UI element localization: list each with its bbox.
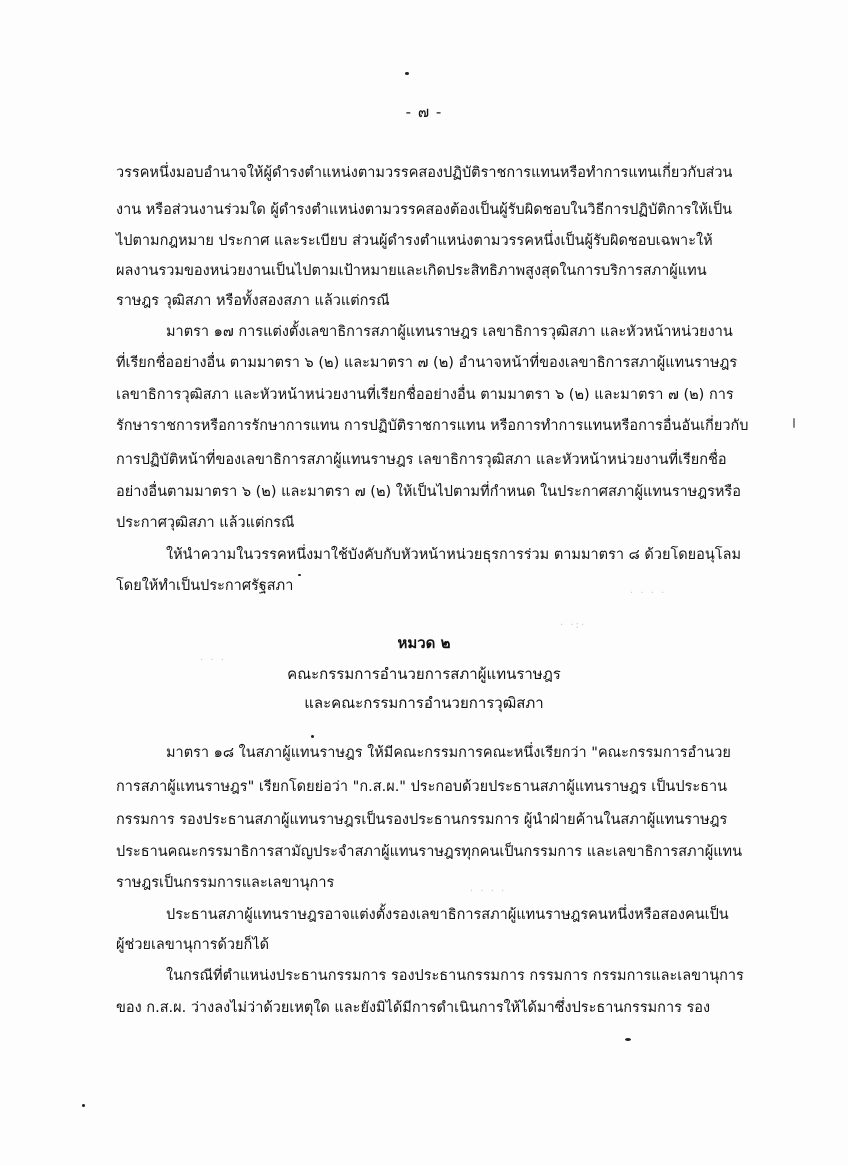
vacancy-paragraph-line: ของ ก.ส.ผ. ว่างลงไม่ว่าด้วยเหตุใด และยังมิได้มีการดำเนินการให้ได้มาซึ่งประธานกรรมการ รอง (116, 1000, 711, 1016)
deputy-paragraph-line: ผู้ช่วยเลขานุการด้วยก็ได้ (116, 937, 270, 953)
text-line: ราษฎร วุฒิสภา หรือทั้งสองสภา แล้วแต่กรณี (116, 293, 390, 309)
text-line: ไปตามกฎหมาย ประกาศ และระเบียบ ส่วนผู้ดำรงตำแหน่งตามวรรคหนึ่งเป็นผู้รับผิดชอบเฉพาะให้ (116, 233, 713, 249)
scan-speck (405, 72, 409, 75)
chapter-title-line-2: และคณะกรรมการอำนวยการวุฒิสภา (304, 694, 544, 712)
section-18-line: ราษฎรเป็นกรรมการและเลขานุการ (116, 875, 335, 891)
text-line: ผลงานรวมของหน่วยงานเป็นไปตามเป้าหมายและเกิดประสิทธิภาพสูงสุดในการบริการสภาผู้แทน (116, 263, 707, 279)
section-17-line: ที่เรียกชื่ออย่างอื่น ตามมาตรา ๖ (๒) และมาตรา ๗ (๒) อำนาจหน้าที่ของเลขาธิการสภาผู้แทนราษฎร (116, 355, 738, 371)
apply-paragraph-line: โดยให้ทำเป็นประกาศรัฐสภา (116, 578, 294, 594)
deputy-paragraph-line: ประธานสภาผู้แทนราษฎรอาจแต่งตั้งรองเลขาธิการสภาผู้แทนราษฎรคนหนึ่งหรือสองคนเป็น (166, 907, 729, 923)
section-17-line: รักษาราชการหรือการรักษาการแทน การปฏิบัติราชการแทน หรือการทำการแทนหรือการอื่นอันเกี่ยวกับ (116, 418, 749, 434)
section-18-line: มาตรา ๑๘ ในสภาผู้แทนราษฎร ให้มีคณะกรรมการคณะหนึ่งเรียกว่า "คณะกรรมการอำนวย (166, 745, 731, 761)
page-number: - ๗ - (405, 103, 443, 121)
scan-noise: · · · · (470, 886, 507, 897)
text-line: วรรคหนึ่งมอบอำนาจให้ผู้ดำรงตำแหน่งตามวรรคสองปฏิบัติราชการแทนหรือทำการแทนเกี่ยวกับส่วน (116, 165, 733, 181)
scan-speck (793, 418, 795, 428)
section-17-line: การปฏิบัติหน้าที่ของเลขาธิการสภาผู้แทนราษฎร เลขาธิการวุฒิสภา และหัวหน้าหน่วยงานที่เรียกชื่อ (116, 452, 727, 468)
text-line: งาน หรือส่วนงานร่วมใด ผู้ดำรงตำแหน่งตามวรรคสองต้องเป็นผู้รับผิดชอบในวิธีการปฏิบัติการให้เป็น (116, 202, 733, 218)
section-18-line: การสภาผู้แทนราษฎร" เรียกโดยย่อว่า "ก.ส.ผ." ประกอบด้วยประธานสภาผู้แทนราษฎร เป็นประธาน (116, 779, 728, 795)
chapter-number: หมวด ๒ (397, 634, 451, 652)
apply-paragraph-line: ให้นำความในวรรคหนึ่งมาใช้บังคับกับหัวหน้าหน่วยธุรการร่วม ตามมาตรา ๘ ด้วยโดยอนุโลม (166, 547, 742, 563)
section-17-line: ประกาศวุฒิสภา แล้วแต่กรณี (116, 515, 295, 531)
section-18-line: กรรมการ รองประธานสภาผู้แทนราษฎรเป็นรองประธานกรรมการ ผู้นำฝ่ายค้านในสภาผู้แทนราษฎร (116, 812, 728, 828)
scan-noise: · ·:· (560, 620, 587, 631)
section-17-line: เลขาธิการวุฒิสภา และหัวหน้าหน่วยงานที่เรียกชื่ออย่างอื่น ตามมาตรา ๖ (๒) และมาตรา ๗ (๒) การ (116, 387, 734, 403)
scan-speck (298, 574, 301, 576)
section-17-line: อย่างอื่นตามมาตรา ๖ (๒) และมาตรา ๗ (๒) ให้เป็นไปตามที่กำหนด ในประกาศสภาผู้แทนราษฎรหรือ (116, 484, 741, 500)
chapter-title-line-1: คณะกรรมการอำนวยการสภาผู้แทนราษฎร (287, 665, 561, 683)
section-18-line: ประธานคณะกรรมาธิการสามัญประจำสภาผู้แทนราษฎรทุกคนเป็นกรรมการ และเลขาธิการสภาผู้แทน (116, 844, 743, 860)
section-17-line: มาตรา ๑๗ การแต่งตั้งเลขาธิการสภาผู้แทนราษฎร เลขาธิการวุฒิสภา และหัวหน้าหน่วยงาน (166, 324, 733, 340)
scan-noise: · · · (200, 655, 226, 666)
scan-speck (625, 1038, 631, 1041)
scan-speck (82, 1104, 85, 1107)
scan-speck (311, 735, 314, 738)
scan-noise: · · · · (630, 588, 667, 599)
vacancy-paragraph-line: ในกรณีที่ตำแหน่งประธานกรรมการ รองประธานกรรมการ กรรมการ กรรมการและเลขานุการ (166, 968, 744, 984)
